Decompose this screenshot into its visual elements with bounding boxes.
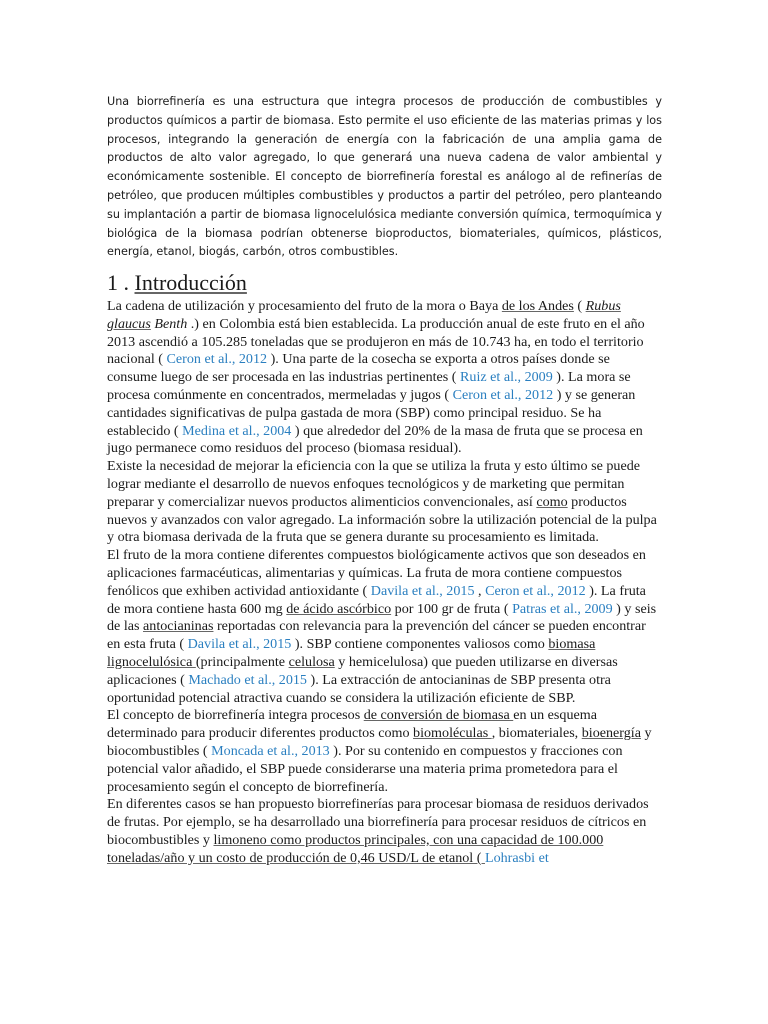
text: ) que alrededor del 20% de la masa de fruta que se procesa en jugo permanece como residuos del proceso (biomasa residual). <box>107 422 643 457</box>
paragraph-5 <box>107 796 662 867</box>
link-bioenergia[interactable]: bioenergía <box>581 725 641 742</box>
link-rubus-glaucus[interactable]: Rubus glaucus <box>107 298 621 332</box>
link-de-los-andes[interactable]: de los Andes <box>501 298 574 314</box>
text: ). SBP contiene componentes valiosos como <box>291 636 549 653</box>
section-number: 1 . <box>107 270 129 295</box>
text: y hemicelulosa) que pueden utilizarse en diversas aplicaciones ( <box>107 653 618 688</box>
link-biomoleculas[interactable]: biomoléculas <box>413 725 492 742</box>
paragraph-2 <box>107 458 662 547</box>
text: ). La mora se procesa comúnmente en concentrados, mermeladas y jugos ( <box>107 369 631 403</box>
paragraph-3 <box>107 547 662 707</box>
paragraph-4 <box>107 707 662 796</box>
section-heading <box>107 270 247 296</box>
text: El concepto de biorrefinería integra procesos <box>107 707 364 724</box>
link-conversion-biomasa[interactable]: de conversión de biomasa <box>363 707 514 724</box>
text: en un esquema determinado para producir diferentes productos como <box>107 707 597 742</box>
link-celulosa[interactable]: celulosa <box>288 653 335 670</box>
text: La cadena de utilización y procesamiento del fruto de la mora o Baya <box>107 298 502 314</box>
text: y biocombustibles ( <box>107 725 652 759</box>
text: reportadas con relevancia para la prevención del cáncer se pueden encontrar en esta fruta ( <box>107 618 646 653</box>
citation-davila-2015[interactable]: Davila et al., 2015 <box>187 636 292 653</box>
text: En diferentes casos se han propuesto biorrefinerías para procesar biomasa de residuos derivados de frutas. Por ejemplo, se ha desarrollado una biorrefinería para procesar residuos de cítricos en biocombustibles y <box>107 796 649 848</box>
text: por 100 gr de fruta ( <box>391 600 513 617</box>
text: productos nuevos y avanzados con valor agregado. La información sobre la utilización potencial de la pulpa y otra biomasa derivada de la fruta que se genera durante su procesamiento es limitada. <box>107 493 657 546</box>
citation-patras-2009[interactable]: Patras et al., 2009 <box>512 600 613 617</box>
text: ). Por su contenido en compuestos y fracciones con potencial valor añadido, el SBP puede considerarse una materia prima prometedora para el procesamiento según el concepto de biorrefinería. <box>107 742 623 795</box>
link-biomasa-lignocelulosica[interactable]: biomasa lignocelulósica <box>107 636 596 670</box>
text: , biomateriales, <box>491 725 582 742</box>
text: (principalmente <box>195 653 289 670</box>
citation-ruiz-2009[interactable]: Ruiz et al., 2009 <box>460 369 553 386</box>
text: ) y seis de las <box>107 600 657 635</box>
text: , <box>474 582 486 599</box>
text: ). La extracción de antocianinas de SBP presenta otra oportunidad potencial atractiva cuando se considera la utilización eficiente de SBP. <box>107 671 611 706</box>
text: El fruto de la mora contiene diferentes compuestos biológicamente activos que son deseados en aplicaciones farmacéuticas, alimentarias y químicas. La fruta de mora contiene compuestos fenólicos que exhiben actividad antioxidante ( <box>107 547 646 599</box>
link-antocianinas[interactable]: antocianinas <box>143 618 214 635</box>
citation-lohrasbi[interactable]: Lohrasbi et <box>484 849 549 866</box>
text: .) en Colombia está bien establecida. La producción anual de este fruto en el año 2013 ascendió a 105.285 toneladas que se produjeron en más de 10.743 ha, en todo el territorio nacional ( <box>107 315 645 368</box>
citation-machado-2015[interactable]: Machado et al., 2015 <box>188 671 307 688</box>
text: ( <box>573 298 586 314</box>
author-name: Benth <box>154 315 188 332</box>
section-body <box>107 298 662 868</box>
link-como[interactable]: como <box>536 493 568 510</box>
link-limoneno[interactable]: limoneno como productos principales, con una capacidad de 100.000 toneladas/año y un costo de producción de 0,46 USD/L de etanol ( <box>107 831 604 866</box>
text: Existe la necesidad de mejorar la eficiencia con la que se utiliza la fruta y esto último se puede lograr mediante el desarrollo de nuevos enfoques tecnológicos y de marketing que permitan preparar y comercializar nuevos productos alimenticios convencionales, así <box>107 458 640 510</box>
text: ) y se generan cantidades significativas de pulpa gastada de mora (SBP) como principal residuo. Se ha establecido ( <box>107 386 636 439</box>
citation-medina-2004[interactable]: Medina et al., 2004 <box>182 422 292 439</box>
paragraph-1 <box>107 298 662 458</box>
citation-ceron-2012[interactable]: Ceron et al., 2012 <box>166 351 268 368</box>
section-title[interactable]: Introducción <box>134 270 247 295</box>
citation-moncada-2013[interactable]: Moncada et al., 2013 <box>211 742 330 759</box>
citation-ceron-2012[interactable]: Ceron et al., 2012 <box>452 386 554 403</box>
citation-ceron-2012[interactable]: Ceron et al., 2012 <box>485 582 586 599</box>
citation-davila-2015[interactable]: Davila et al., 2015 <box>370 582 475 599</box>
text: ). Una parte de la cosecha se exporta a otros países donde se consume luego de ser procesada en las industrias pertinentes ( <box>107 351 610 386</box>
abstract-paragraph: Una biorrefinería es una estructura que integra procesos de producción de combustibles y productos químicos a partir de biomasa. Esto permite el uso eficiente de las materias primas y los procesos, integrando la generación de energía con la fabricación de una amplia gama de productos de alto valor agregado, lo que generará una nueva cadena de valor ambiental y económicamente sostenible. El concepto de biorrefinería forestal es análogo al de refinerías de petróleo, que producen múltiples combustibles y productos a partir del petróleo, pero planteando su implantación a partir de biomasa lignocelulósica mediante conversión química, termoquímica y biológica de la biomasa podrían obtenerse bioproductos, biomateriales, químicos, plásticos, energía, etanol, biogás, carbón, otros combustibles. <box>107 95 662 259</box>
link-acido-ascorbico[interactable]: de ácido ascórbico <box>286 600 392 617</box>
text: ). La fruta de mora contiene hasta 600 mg <box>107 582 646 617</box>
